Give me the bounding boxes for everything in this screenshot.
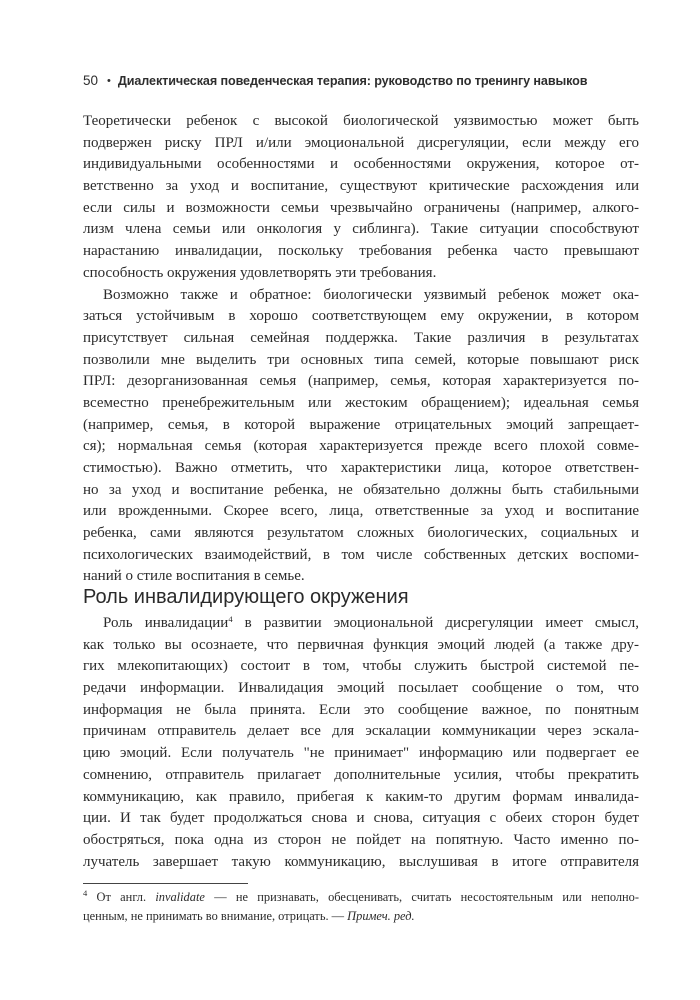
text-fragment: Роль инвалидации xyxy=(103,615,229,631)
text-line: заться устойчивым в хорошо соответствующем ему окружении, в котором xyxy=(83,308,639,325)
paragraph-1 xyxy=(83,111,639,285)
text-line: психологических взаимодействий, в том числе собственных детских воспоми- xyxy=(83,546,639,563)
text-line: индивидуальными особенностями и особенностями окружения, которое от- xyxy=(83,156,639,173)
text-line: ветственно за уход и воспитание, существуют критические расхождения или xyxy=(83,178,639,195)
section-heading: Роль инвалидирующего окружения xyxy=(83,586,409,608)
book-title: Диалектическая поведенческая терапия: руководство по тренингу навыков xyxy=(117,74,588,88)
section-body-1 xyxy=(83,111,639,588)
footnote-prefix: От англ. xyxy=(87,890,156,904)
text-line: стимостью). Важно отметить, что характеристики лица, которое ответствен- xyxy=(83,460,639,476)
text-line: (например, семья, в которой выражение отрицательных эмоций запрещает- xyxy=(83,416,639,433)
text-fragment: в развитии эмоциональной дисрегуляции имеет смысл, xyxy=(232,615,639,631)
editor-note: Примеч. ред. xyxy=(347,909,415,923)
text-line: позволили мне выделить три основных типа семей, которые повышают риск xyxy=(83,351,639,368)
text-line: как только вы осознаете, что первичная функция эмоций людей (а также дру- xyxy=(83,636,639,653)
text-line: лучатель завершает такую коммуникацию, выслушивая в итоге отправителя xyxy=(83,853,639,870)
text-line-with-footnote xyxy=(83,613,639,635)
footnote-line xyxy=(83,907,639,926)
text-line: присутствует сильная семейная поддержка. Такие различия в результатах xyxy=(83,329,639,346)
footnote-line xyxy=(83,888,639,907)
text-line: обостряться, пока одна из сторон не пойдет на попятную. Часто именно по- xyxy=(83,831,639,848)
footnote-text: ценным, не принимать во внимание, отрицать. — xyxy=(83,909,348,923)
text-line: причинам отправитель делает все для эскалации коммуникации через эскала- xyxy=(83,723,639,740)
paragraph-3 xyxy=(83,613,639,873)
text-line: коммуникацию, как правило, прибегая к каким-то другим формам инвалида- xyxy=(83,788,639,805)
bullet-separator: • xyxy=(107,75,111,87)
page-number: 50 xyxy=(83,73,99,88)
text-line: редачи информации. Инвалидация эмоций посылает сообщение о том, что xyxy=(83,680,639,697)
text-line: информация не была принята. Если это сообщение важное, по понятным xyxy=(83,701,639,718)
text-line: сомнению, отправитель прилагает дополнительные усилия, чтобы прекратить xyxy=(83,766,639,783)
footnote-marker: 4 xyxy=(83,888,88,898)
paragraph-2 xyxy=(83,285,639,589)
footnote xyxy=(83,888,639,926)
text-line: ПРЛ: дезорганизованная семья (например, семья, которая характеризуется по- xyxy=(83,373,639,390)
text-line: наний о стиле воспитания в семье. xyxy=(83,568,305,585)
text-line: ребенка, сами являются результатом сложных биологических, социальных и xyxy=(83,525,639,542)
footnote-text: — не признавать, обесценивать, считать несостоятельным или неполно- xyxy=(204,890,639,904)
text-line: нарастанию инвалидации, поскольку требования ребенка часто превышают xyxy=(83,243,639,260)
text-line: но за уход и воспитание ребенка, не обязательно должны быть стабильными xyxy=(83,481,639,498)
text-line: ся); нормальная семья (которая характеризуется прежде всего плохой совме- xyxy=(83,438,639,455)
text-line: или врожденными. Скорее всего, лица, ответственные за уход и воспитание xyxy=(83,503,639,520)
text-line: Возможно также и обратное: биологически уязвимый ребенок может ока- xyxy=(103,286,639,303)
text-line: подвержен риску ПРЛ и/или эмоциональной дисрегуляции, если между его xyxy=(83,134,639,151)
text-line: лизм члена семьи или онкология у сиблинга). Такие ситуации способствуют xyxy=(83,221,639,238)
section-body-2 xyxy=(83,613,639,873)
text-line: если силы и возможности семьи чрезвычайно ограничены (например, алкого- xyxy=(83,199,639,216)
footnote-divider xyxy=(83,883,248,884)
text-line: способность окружения удовлетворять эти требования. xyxy=(83,264,437,281)
footnote-term: invalidate xyxy=(155,890,205,904)
running-head xyxy=(83,70,643,92)
text-line: всеместно пренебрежительным или жестоким обращением); идеальная семья xyxy=(83,394,639,411)
text-line: гих млекопитающих) состоит в том, чтобы служить быстрой системой пе- xyxy=(83,658,639,675)
text-line: Теоретически ребенок с высокой биологической уязвимостью может быть xyxy=(83,113,639,129)
footnote-reference[interactable]: 4 xyxy=(228,614,233,624)
text-line: цию эмоций. Если получатель "не принимает" информацию или подвергает ее xyxy=(83,745,639,762)
text-line: ции. И так будет продолжаться снова и снова, ситуация с обеих сторон будет xyxy=(83,810,639,827)
